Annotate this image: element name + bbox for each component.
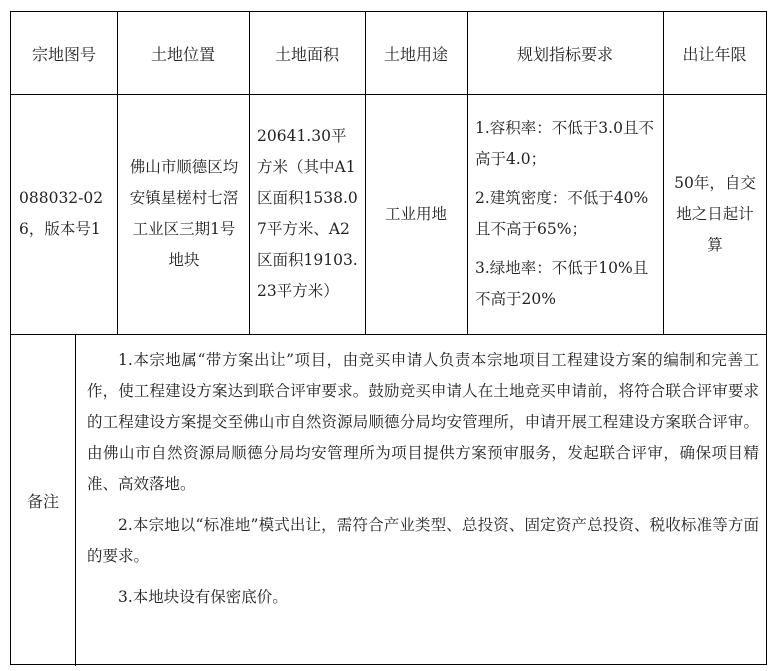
planning-item-density: 2.建筑密度：不低于40%且不高于65%；: [475, 189, 649, 238]
land-info-table: [10, 11, 767, 665]
header-parcel-no: 宗地图号: [31, 44, 96, 64]
remark-item-2: 2.本宗地以“标准地”模式出让，需符合产业类型、总投资、固定资产总投资、税收标准等方面的要求。: [87, 516, 759, 565]
remarks-divider: [75, 334, 76, 666]
location-text: 佛山市顺德区均安镇星槎村七滘工业区三期1号地块: [129, 158, 239, 269]
row-divider: [11, 334, 766, 335]
planning-item-far: 1.容积率：不低于3.0且不高于4.0；: [475, 119, 654, 168]
header-planning: 规划指标要求: [516, 44, 613, 64]
cell-planning: [475, 94, 659, 334]
cell-area: [257, 94, 361, 334]
header-term: 出让年限: [682, 44, 747, 64]
term-text: 50年，自交地之日起计算: [674, 173, 756, 254]
cell-parcel-no: [19, 94, 111, 334]
remarks-content: [87, 345, 759, 613]
header-location: 土地位置: [150, 44, 215, 64]
remark-item-3: 3.本地块设有保密底价。: [118, 588, 288, 606]
header-area: 土地面积: [274, 44, 339, 64]
cell-use: [365, 94, 467, 334]
planning-item-green: 3.绿地率：不低于10%且不高于20%: [475, 259, 649, 308]
parcel-no-text: 088032-026，版本号1: [19, 189, 104, 238]
use-text: 工业用地: [384, 204, 447, 223]
planning-list: [475, 113, 659, 315]
remark-item-1: 1.本宗地属“带方案出让”项目，由竞买申请人负责本宗地项目工程建设方案的编制和完善工作，使工程建设方案达到联合评审要求。鼓励竞买申请人在土地竞买申请前，将符合联合评审要求的工程建设方案提交至佛山市自然资源局顺德分局均安管理所，申请开展工程建设方案联合评审。由佛山市自然资源局顺德分局均安管理所为项目提供方案预审服务，发起联合评审，确保项目精准、高效落地。: [87, 351, 759, 493]
remarks-label: 备注: [26, 491, 59, 511]
header-use: 土地用途: [383, 44, 448, 64]
cell-term: [671, 94, 759, 334]
cell-location: [125, 94, 243, 334]
area-text: 20641.30平方米（其中A1区面积1538.07平方米、A2区面积19103.23平方米）: [257, 127, 358, 300]
